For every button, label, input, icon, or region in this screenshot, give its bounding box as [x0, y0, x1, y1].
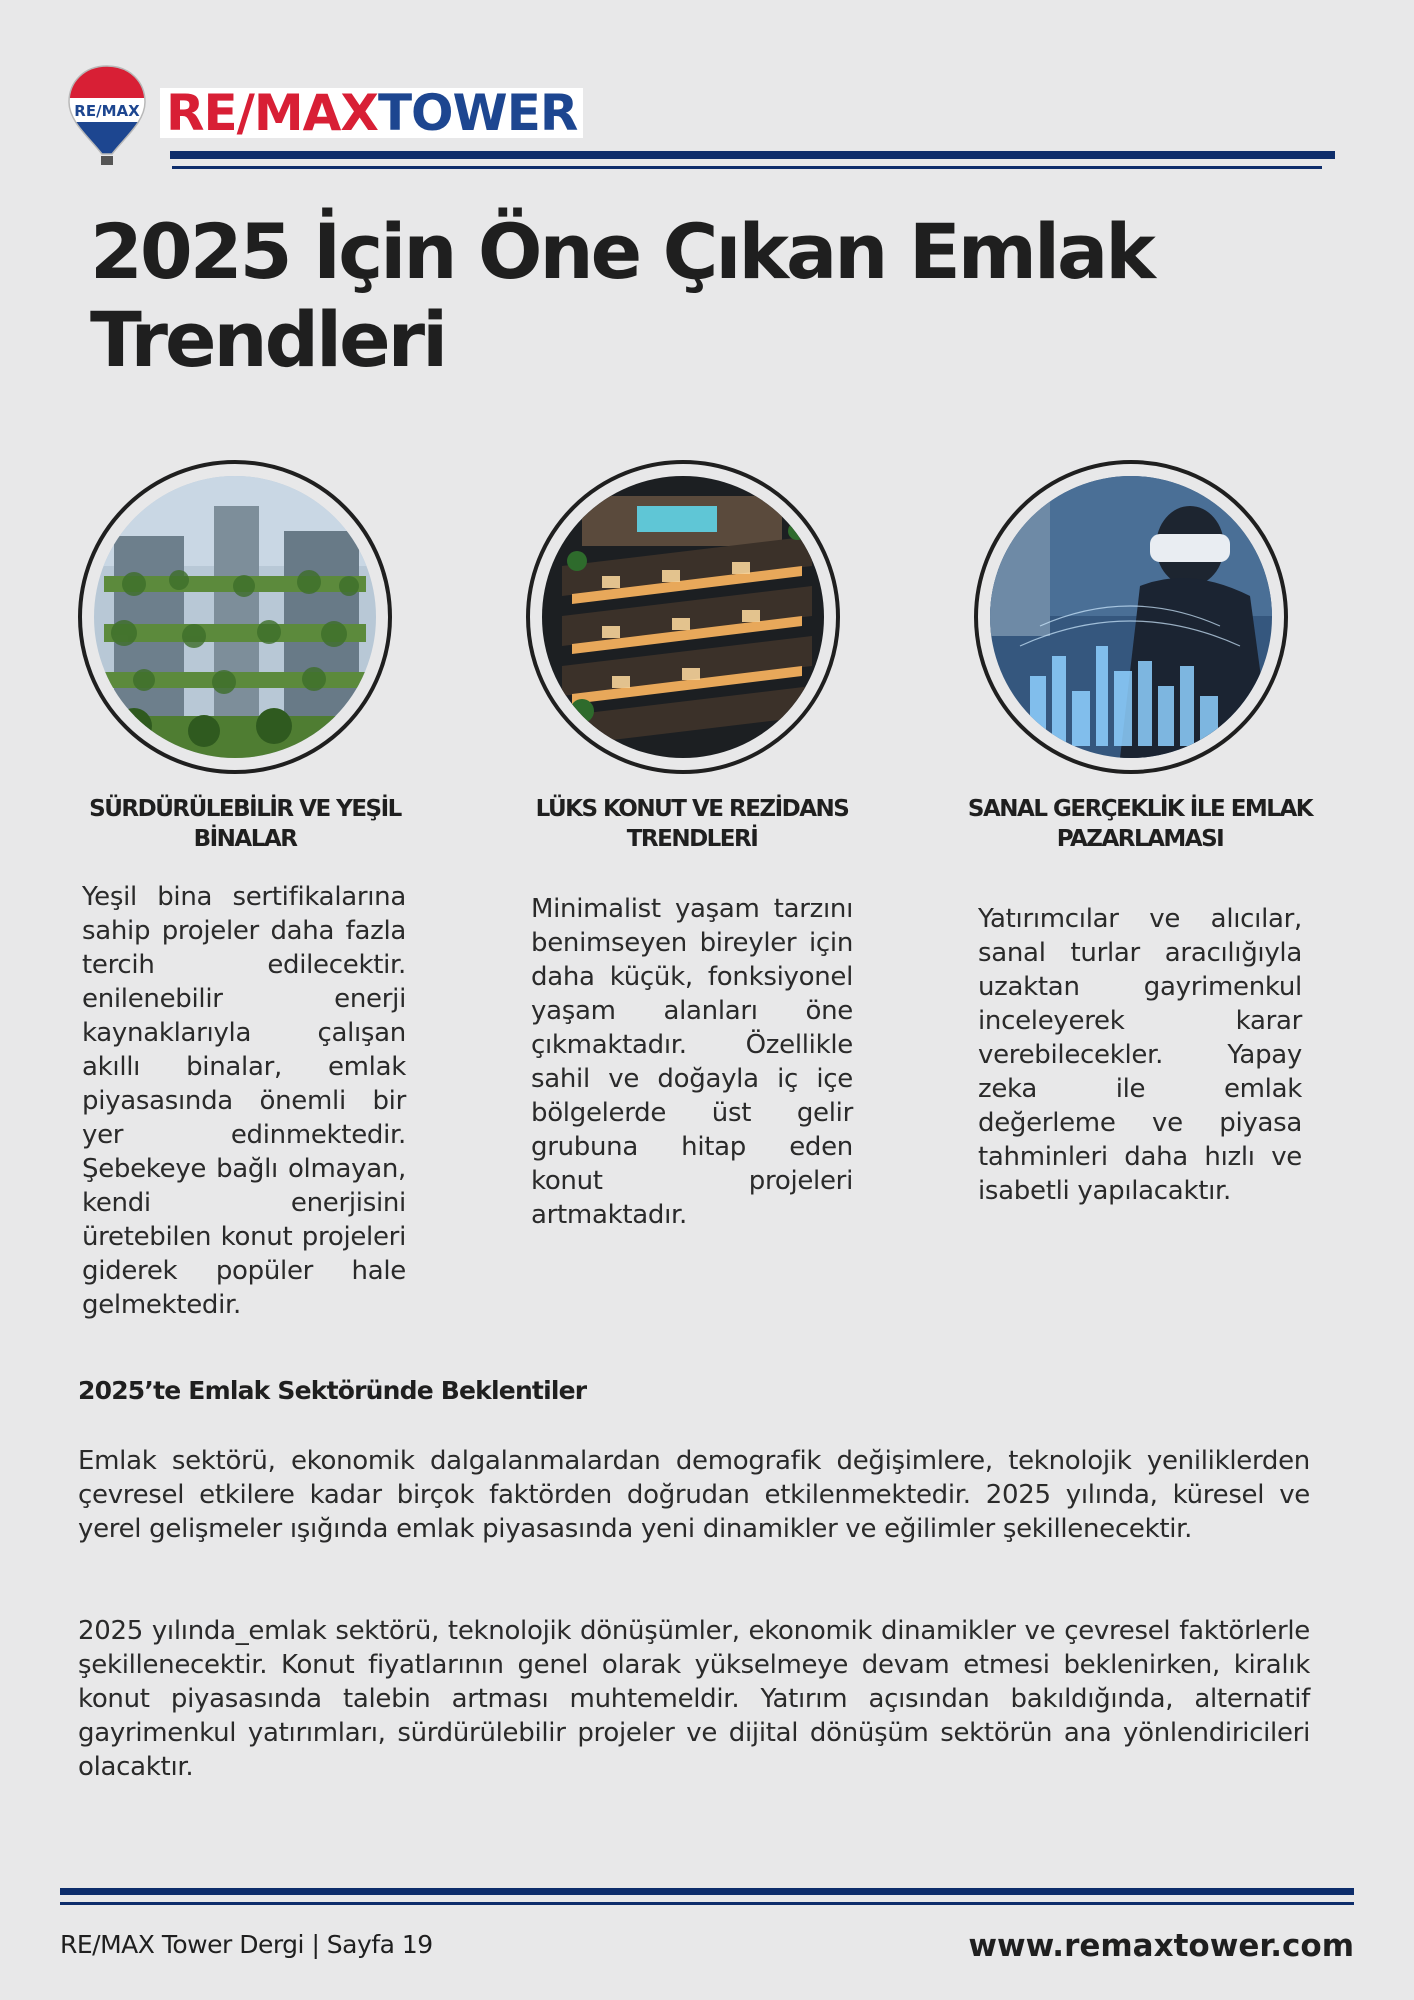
- column-3-body: Yatırımcılar ve alıcılar, sanal turlar aracılığıyla uzaktan gayrimenkul inceleyerek karar verebilecekler. Yapay zeka ile emlak değerleme ve piyasa tahminleri daha hızlı ve isabetli yapılacaktır.: [978, 904, 1302, 1206]
- header-divider-thin: [172, 166, 1322, 169]
- column-1-body: Yeşil bina sertifikalarına sahip projeler daha fazla tercih edilecektir. enilenebilir enerji kaynaklarıyla çalışan akıllı binalar, emlak piyasasında önemli bir yer edinmektedir. Şebekeye bağlı olmayan, kendi enerjisini üretebilen konut projeleri giderek popüler hale gelmektedir.: [82, 882, 406, 1320]
- brand-re: RE: [166, 84, 237, 142]
- footer-website-link[interactable]: www.remaxtower.com: [968, 1928, 1354, 1964]
- footer-divider-thin: [60, 1902, 1354, 1905]
- column-2-body: Minimalist yaşam tarzını benimseyen bireyler için daha küçük, fonksiyonel yaşam alanları öne çıkmaktadır. Özellikle sahil ve doğayla iç içe bölgelerde üst gelir grubuna hitap eden konut projeleri artmaktadır.: [531, 894, 853, 1230]
- green-building-image: [78, 460, 392, 774]
- header-divider: [170, 151, 1335, 159]
- section-paragraph-1: Emlak sektörü, ekonomik dalgalanmalardan demografik değişimlere, teknolojik yeniliklerden çevresel etkilere kadar birçok faktörden doğrudan etkilenmektedir. 2025 yılında, küresel ve yerel gelişmeler ışığında emlak piyasasında yeni dinamikler ve eğilimler şekillenecektir.: [78, 1446, 1310, 1544]
- brand-tower: TOWER: [377, 84, 578, 142]
- footer-divider: [60, 1888, 1354, 1895]
- luxury-residence-image: [526, 460, 840, 774]
- section-heading: 2025’te Emlak Sektöründe Beklentiler: [78, 1376, 587, 1405]
- brand-wordmark: [160, 84, 583, 142]
- brand-max: MAX: [253, 84, 378, 142]
- vr-real-estate-image: [974, 460, 1288, 774]
- brand-slash: /: [236, 84, 254, 142]
- vr-real-estate-icon: [990, 476, 1272, 758]
- green-building-icon: [94, 476, 376, 758]
- page-title: 2025 İçin Öne Çıkan Emlak Trendleri: [90, 207, 1153, 384]
- balloon-text: RE/MAX: [74, 102, 140, 120]
- column-3-heading: SANAL GERÇEKLİK İLE EMLAK PAZARLAMASI: [967, 796, 1313, 852]
- column-2-heading: LÜKS KONUT VE REZİDANS TRENDLERİ: [535, 796, 849, 852]
- footer-magazine-page: RE/MAX Tower Dergi | Sayfa 19: [60, 1930, 433, 1959]
- luxury-residence-icon: [542, 476, 824, 758]
- remax-balloon-logo-icon: [66, 64, 148, 168]
- section-paragraph-2: 2025 yılında_emlak sektörü, teknolojik dönüşümler, ekonomik dinamikler ve çevresel faktörlerle şekillenecektir. Konut fiyatlarının genel olarak yükselmeye devam etmesi beklenirken, kiralık konut piyasasında talebin artması muhtemeldir. Yatırım açısından bakıldığında, alternatif gayrimenkul yatırımları, sürdürülebilir projeler ve dijital dönüşüm sektörün ana yönlendiricileri olacaktır.: [78, 1616, 1310, 1782]
- column-1-heading: SÜRDÜRÜLEBİLİR VE YEŞİL BİNALAR: [89, 796, 401, 852]
